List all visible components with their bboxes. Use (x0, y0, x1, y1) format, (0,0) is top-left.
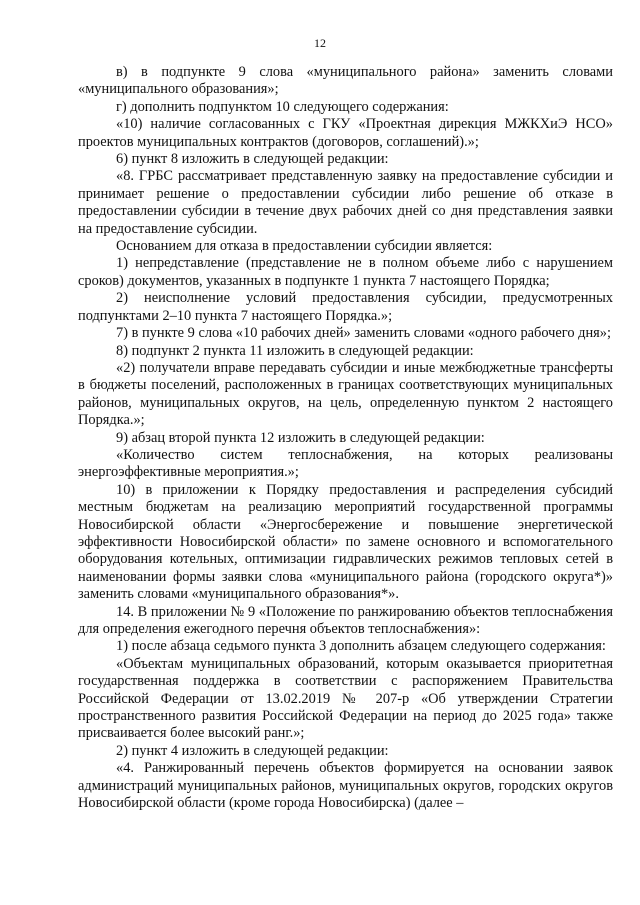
paragraph: 9) абзац второй пункта 12 изложить в следующей редакции: (116, 429, 485, 446)
document-body (78, 64, 613, 812)
paragraph: в) в подпункте 9 слова «муниципального района» заменить словами «муниципального образования»; (78, 64, 613, 98)
paragraph: 14. В приложении № 9 «Положение по ранжированию объектов теплоснабжения для определения ежегодного перечня объектов теплоснабжения»: (78, 603, 613, 637)
paragraph: 2) неисполнение условий предоставления субсидии, предусмотренных подпунктами 2–10 пункта 7 настоящего Порядка.»; (78, 290, 613, 324)
paragraph: Основанием для отказа в предоставлении субсидии является: (116, 238, 493, 255)
paragraph: «4. Ранжированный перечень объектов формируется на основании заявок администраций муниципальных районов, муниципальных округов, городских округов Новосибирской области (кроме города Новосибирска) (далее – (78, 760, 613, 812)
paragraph: «10) наличие согласованных с ГКУ «Проектная дирекция МЖКХиЭ НСО» проектов муниципальных контрактов (договоров, соглашений).»; (78, 116, 613, 150)
paragraph: «Объектам муниципальных образований, которым оказывается приоритетная государственная поддержка в соответствии с распоряжением Правительства Российской Федерации от 13.02.2019 № 207-р «Об утверждении Стратегии пространственного развития Российской Федерации на период до 2025 года» также присваивается более высокий ранг.»; (78, 655, 613, 742)
paragraph: 2) пункт 4 изложить в следующей редакции: (116, 742, 389, 759)
paragraph: 7) в пункте 9 слова «10 рабочих дней» заменить словами «одного рабочего дня»; (116, 325, 611, 342)
paragraph: «8. ГРБС рассматривает представленную заявку на предоставление субсидии и принимает решение о предоставлении субсидии либо решение об отказе в предоставлении субсидии в течение двух рабочих дней со дня представления заявки на предоставление субсидии. (78, 168, 613, 237)
paragraph: «Количество систем теплоснабжения, на которых реализованы энергоэффективные мероприятия.»; (78, 446, 613, 481)
paragraph: 1) непредставление (представление не в полном объеме либо с нарушением сроков) документов, указанных в подпункте 1 пункта 7 настоящего Порядка; (78, 255, 613, 289)
paragraph: 6) пункт 8 изложить в следующей редакции: (116, 151, 389, 168)
paragraph: г) дополнить подпунктом 10 следующего содержания: (116, 98, 449, 115)
paragraph: 10) в приложении к Порядку предоставления и распределения субсидий местным бюджетам на реализацию мероприятий государственной программы Новосибирской области «Энергосбережение и повышение энергетической эффективности Новосибирской области» по замене основного и вспомогательного оборудования котельных, оптимизации гидравлических режимов тепловых сетей в наименовании формы заявки слова «муниципального района (городского округа*)» заменить словами «муниципального образования*». (78, 481, 613, 603)
paragraph: 8) подпункт 2 пункта 11 изложить в следующей редакции: (116, 342, 474, 359)
paragraph: 1) после абзаца седьмого пункта 3 дополнить абзацем следующего содержания: (116, 638, 606, 655)
page-number: 12 (314, 36, 326, 50)
paragraph: «2) получатели вправе передавать субсидии и иные межбюджетные трансферты в бюджеты поселений, расположенных в границах соответствующих муниципальных районов, муниципальных округов, на цель, определенную пунктом 2 настоящего Порядка.»; (78, 359, 613, 429)
